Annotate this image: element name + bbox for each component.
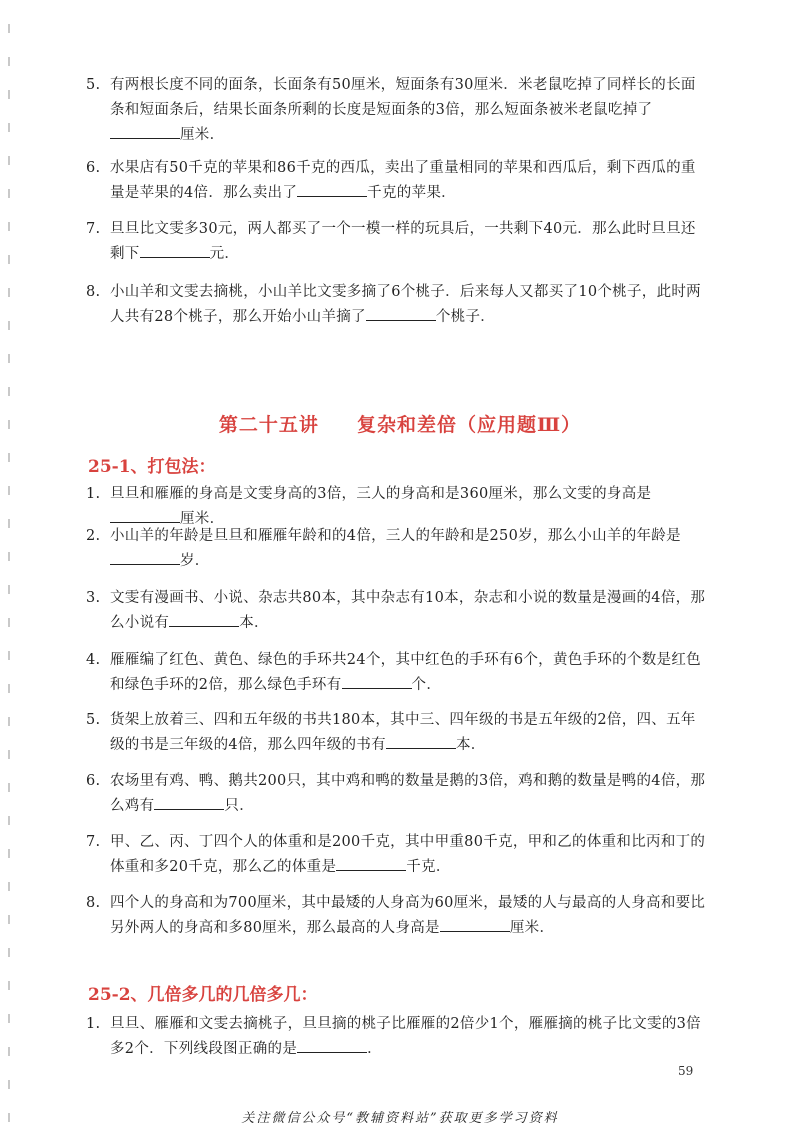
question-s2-1 [88,1012,708,1062]
question-number: 7. [86,221,101,237]
question-number: 8. [86,284,101,300]
page-number: 59 [678,1064,694,1078]
question-unit: 个桃子． [435,309,496,325]
question-unit: 厘米． [509,920,555,936]
answer-blank[interactable] [169,611,239,627]
question-text: 四个人的身高和为700厘米，其中最矮的人身高为60厘米，最矮的人与最高的人身高和要比另外两人的身高和多80厘米，那么最高的人身高是 [110,895,706,936]
question-number: 6. [86,773,101,789]
answer-blank[interactable] [154,794,224,810]
lecture-title [0,410,800,437]
question-text: 小山羊的年龄是旦旦和雁雁年龄和的4倍，三人的年龄和是250岁，那么小山羊的年龄是 [110,528,681,544]
question-text: 农场里有鸡、鸭、鹅共200只，其中鸡和鸭的数量是鹅的3倍，鸡和鹅的数量是鸭的4倍，那么鸡有 [110,773,706,814]
question-unit: 本． [239,615,269,631]
footer-note: 关注微信公众号“教辅资料站”获取更多学习资料 [241,1111,559,1126]
question-number: 3. [86,590,101,606]
question-text: 水果店有50千克的苹果和86千克的西瓜，卖出了重量相同的苹果和西瓜后，剩下西瓜的重量是苹果的4倍．那么卖出了 [110,160,696,201]
question-number: 4. [86,652,101,668]
question-text: 旦旦比文雯多30元，两人都买了一个一模一样的玩具后，一共剩下40元．那么此时旦旦还剩下 [110,221,696,262]
answer-blank[interactable] [440,916,510,932]
question-top-6 [88,156,708,206]
answer-blank[interactable] [342,673,412,689]
question-s1-6 [88,769,708,819]
question-text: 旦旦、雁雁和文雯去摘桃子，旦旦摘的桃子比雁雁的2倍少1个，雁雁摘的桃子比文雯的3倍多2个．下列线段图正确的是 [110,1016,701,1057]
answer-blank[interactable] [386,733,456,749]
question-top-7 [88,217,708,267]
question-unit: 厘米． [180,127,225,143]
question-unit: 岁． [180,553,210,569]
question-unit: 千克． [406,859,451,875]
question-s1-3 [88,586,708,636]
question-s1-7 [88,830,708,880]
answer-blank[interactable] [140,242,210,258]
question-unit: 只． [224,798,255,814]
question-unit: 元． [209,246,240,262]
binding-marks [4,0,18,1131]
question-text: 有两根长度不同的面条，长面条有50厘米，短面条有30厘米．米老鼠吃掉了同样长的长面条和短面条后，结果长面条所剩的长度是短面条的3倍，那么短面条被米老鼠吃掉了 [110,77,696,118]
answer-blank[interactable] [110,549,180,565]
question-number: 2. [86,528,101,544]
question-top-5 [88,73,708,148]
question-text: 旦旦和雁雁的身高是文雯身高的3倍，三人的身高和是360厘米，那么文雯的身高是 [110,486,652,502]
question-unit: 本． [455,737,486,753]
question-number: 6. [86,160,101,176]
question-text: 小山羊和文雯去摘桃，小山羊比文雯多摘了6个桃子．后来每人又都买了10个桃子，此时两人共有28个桃子，那么开始小山羊摘了 [110,284,701,325]
question-number: 7. [86,834,101,850]
question-s1-2 [88,524,708,574]
question-number: 1. [86,486,101,502]
question-top-8 [88,280,708,330]
question-number: 8. [86,895,101,911]
question-s1-4 [88,648,708,698]
answer-blank[interactable] [110,123,180,139]
question-unit: 厘米． [180,511,225,527]
question-text: 甲、乙、丙、丁四个人的体重和是200千克，其中甲重80千克，甲和乙的体重和比丙和丁的体重和多20千克，那么乙的体重是 [110,834,706,875]
question-number: 5. [86,712,101,728]
question-unit: ． [367,1041,382,1057]
question-unit: 个． [411,677,442,693]
question-text: 货架上放着三、四和五年级的书共180本，其中三、四年级的书是五年级的2倍，四、五年级的书是三年级的4倍，那么四年级的书有 [110,712,696,753]
answer-blank[interactable] [297,181,367,197]
lecture-number: 第二十五讲 [218,414,319,436]
section-heading-25-2: 25-2、几倍多几的几倍多几： [88,985,318,1005]
question-text: 雁雁编了红色、黄色、绿色的手环共24个，其中红色的手环有6个，黄色手环的个数是红色和绿色手环的2倍，那么绿色手环有 [110,652,701,693]
answer-blank[interactable] [297,1037,367,1053]
question-s1-8 [88,891,708,941]
question-s1-5 [88,708,708,758]
answer-blank[interactable] [336,855,406,871]
section-heading-25-1: 25-1、打包法： [88,457,216,477]
answer-blank[interactable] [110,507,180,523]
question-text: 文雯有漫画书、小说、杂志共80本，其中杂志有10本，杂志和小说的数量是漫画的4倍，那么小说有 [110,590,706,631]
question-unit: 千克的苹果． [367,185,456,201]
lecture-topic: 复杂和差倍（应用题Ⅲ） [356,414,582,436]
question-number: 1. [86,1016,101,1032]
answer-blank[interactable] [366,305,436,321]
question-number: 5. [86,77,101,93]
